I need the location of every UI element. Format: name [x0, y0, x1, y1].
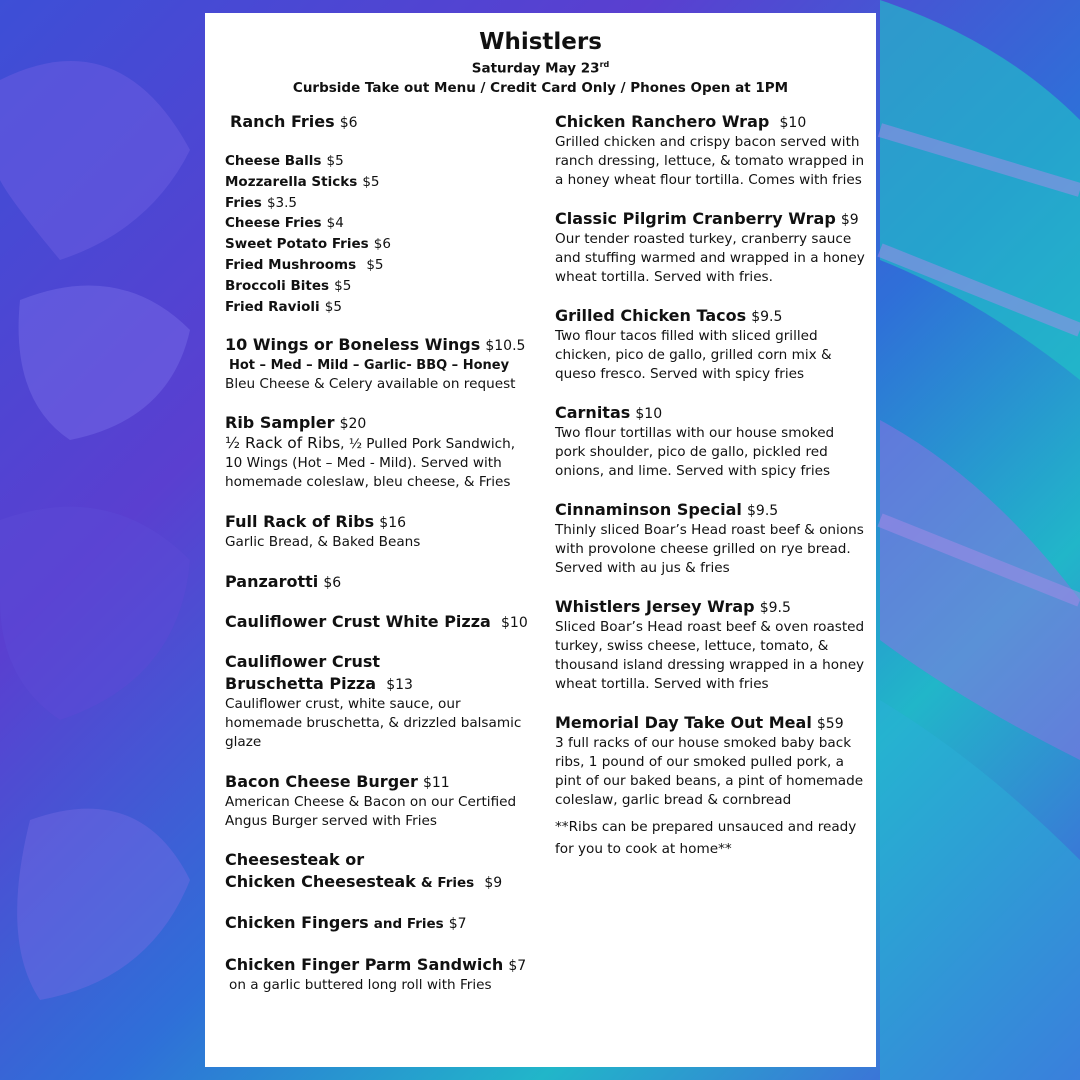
appetizer-item: Fried Ravioli $5 [225, 298, 342, 315]
appetizer-item: Fried Mushrooms $5 [225, 256, 384, 273]
menu-item-cheesesteak: Cheesesteak or Chicken Cheesesteak & Fries $9 [225, 850, 503, 892]
menu-item-rib-sampler: Rib Sampler $20 ½ Rack of Ribs, ½ Pulled Pork Sandwich, 10 Wings (Hot – Med - Mild). Served with homemade coleslaw, bleu cheese, & Fries [225, 413, 516, 491]
menu-item-finger-parm: Chicken Finger Parm Sandwich $7 on a garlic buttered long roll with Fries [225, 955, 527, 994]
appetizer-item: Cheese Fries $4 [225, 215, 344, 232]
menu-item-cauliflower-white: Cauliflower Crust White Pizza $10 [225, 612, 528, 632]
menu-item-wings: 10 Wings or Boneless Wings $10.5 Hot – Med – Mild – Garlic- BBQ – Honey Bleu Cheese & Celery available on request [225, 334, 530, 394]
menu-item-memorial-meal: Memorial Day Take Out Meal $59 3 full racks of our house smoked baby back ribs, 1 pound of our smoked pulled pork, a pint of our baked beans, a pint of homemade coleslaw, garlic bread & cornbread [555, 713, 864, 808]
appetizer-item: Cheese Balls $5 [225, 153, 344, 169]
appetizer-item: Sweet Potato Fries $6 [225, 236, 391, 253]
menu-item-carnitas: Carnitas $10 Two flour tortillas with our house smoked pork shoulder, pico de gallo, pickled red onions, and lime. Served with spicy fries [555, 403, 835, 479]
appetizer-list [225, 150, 530, 316]
menu-item-ranchero-wrap: Chicken Ranchero Wrap $10 Grilled chicken and crispy bacon served with ranch dressing, lettuce, & tomato wrapped in a honey wheat flour tortilla. Comes with fries [555, 112, 865, 188]
menu-date: Saturday May 23rd [471, 60, 610, 77]
appetizer-item: Fries $3.5 [225, 194, 297, 211]
menu-subtitle: Curbside Take out Menu / Credit Card Only / Phones Open at 1PM [292, 79, 789, 96]
menu-item-pilgrim-wrap: Classic Pilgrim Cranberry Wrap $9 Our tender roasted turkey, cranberry sauce and stuffing warmed and wrapped in a honey wheat tortilla. Served with fries. [555, 209, 865, 285]
ribs-note: **Ribs can be prepared unsauced and ready for you to cook at home** [555, 819, 857, 857]
left-column [225, 111, 530, 995]
menu-item-chicken-fingers: Chicken Fingers and Fries $7 [225, 913, 467, 933]
right-column [555, 111, 867, 860]
appetizer-item: Mozzarella Sticks $5 [225, 173, 380, 190]
menu-item-cinnaminson: Cinnaminson Special $9.5 Thinly sliced Boar’s Head roast beef & onions with provolone cheese grilled on rye bread. Served with au jus & fries [555, 500, 864, 576]
menu-card [205, 13, 876, 1067]
menu-item-jersey-wrap: Whistlers Jersey Wrap $9.5 Sliced Boar’s Head roast beef & oven roasted turkey, swiss cheese, lettuce, tomato, & thousand island dressing wrapped in a honey wheat tortilla. Served with fries [555, 597, 865, 692]
menu-header [205, 13, 876, 98]
wing-sauces: Hot – Med – Mild – Garlic- BBQ – Honey [229, 358, 510, 374]
menu-item-panzarotti: Panzarotti $6 [225, 572, 342, 592]
menu-item-ranch-fries: Ranch Fries $6 [230, 112, 358, 131]
menu-item-full-rack: Full Rack of Ribs $16 Garlic Bread, & Baked Beans [225, 512, 421, 551]
appetizer-item: Broccoli Bites $5 [225, 277, 352, 294]
menu-item-cauliflower-bruschetta: Cauliflower Crust Bruschetta Pizza $13 Cauliflower crust, white sauce, our homemade bruschetta, & drizzled balsamic glaze [225, 652, 522, 751]
restaurant-title: Whistlers [479, 29, 602, 55]
menu-item-bacon-burger: Bacon Cheese Burger $11 American Cheese & Bacon on our Certified Angus Burger served with Fries [225, 772, 517, 830]
menu-item-chicken-tacos: Grilled Chicken Tacos $9.5 Two flour tacos filled with sliced grilled chicken, pico de gallo, grilled corn mix & queso fresco. Served with spicy fries [555, 306, 832, 382]
